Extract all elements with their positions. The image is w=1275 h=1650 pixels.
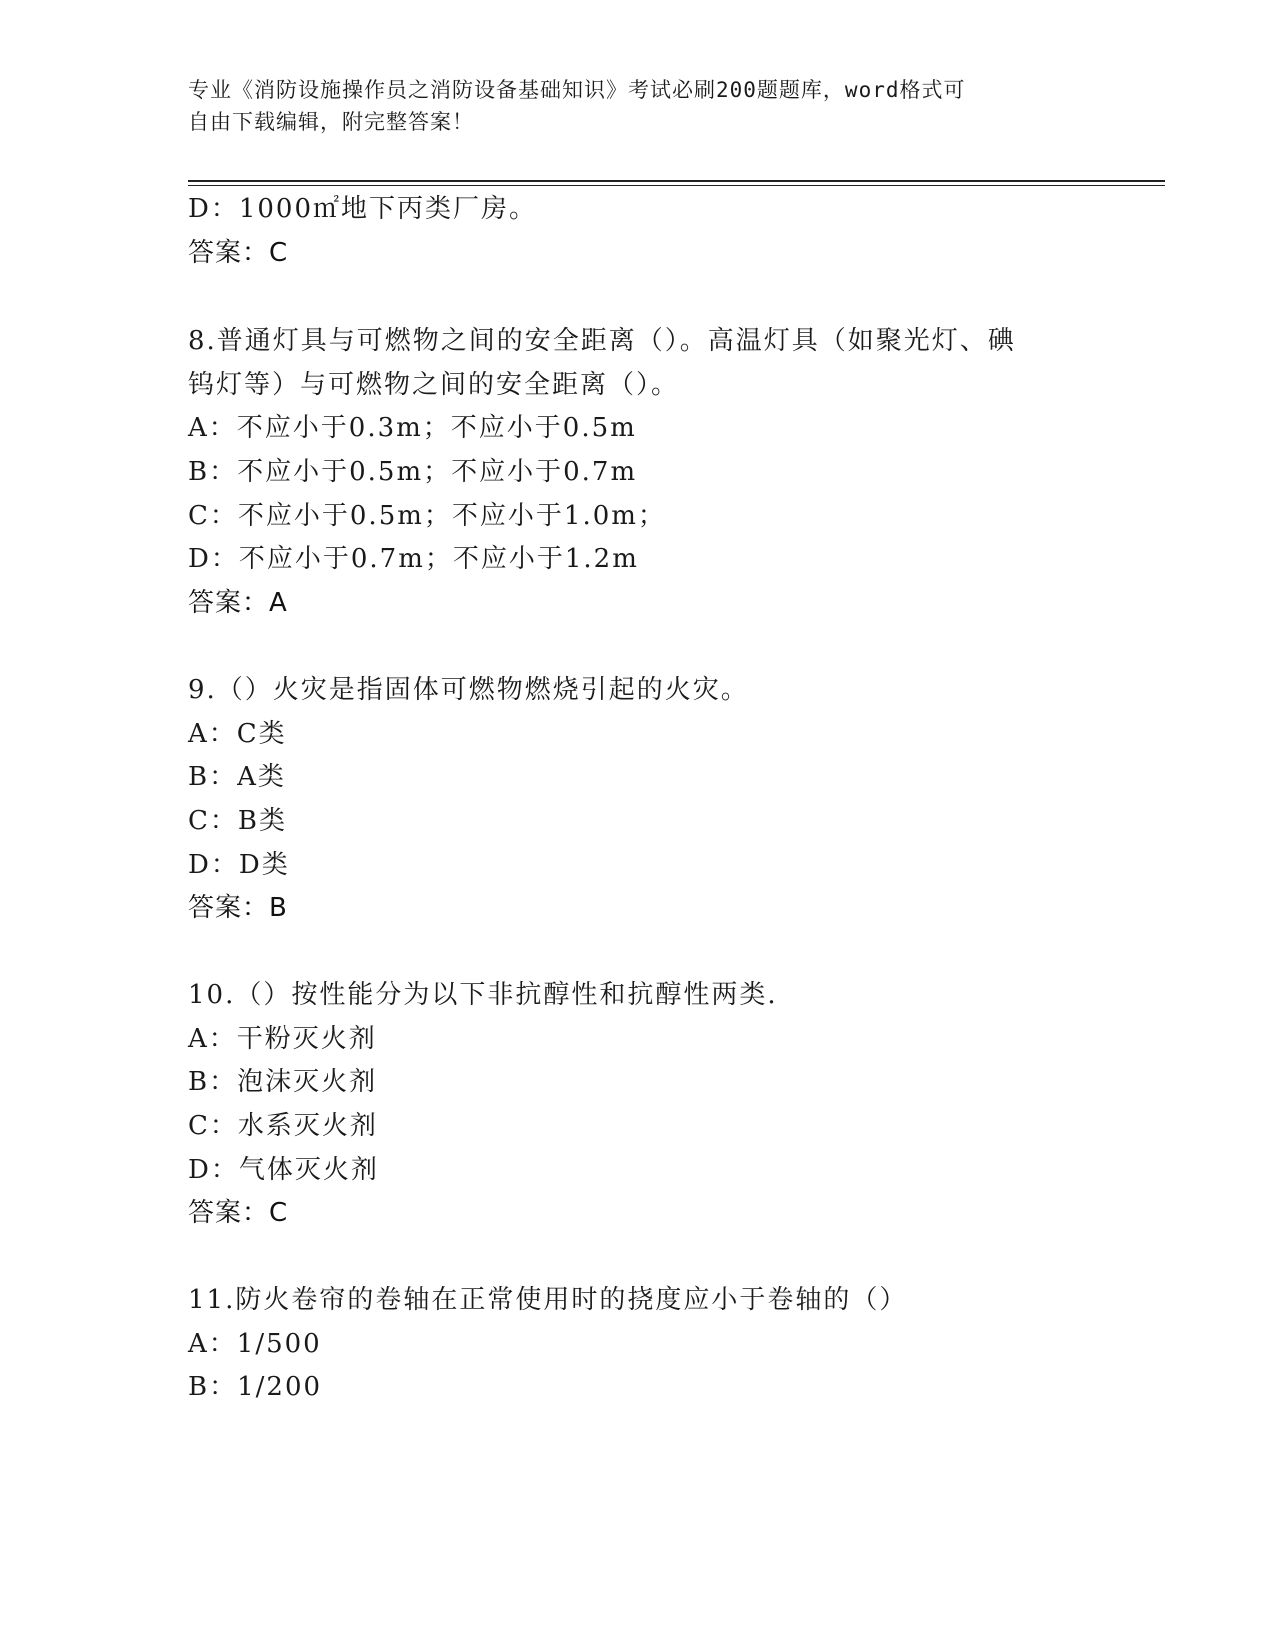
header-line-2: 自由下载编辑，附完整答案！	[188, 110, 474, 134]
q8-option-a: A：不应小于0.3m；不应小于0.5m	[188, 413, 637, 443]
q9-answer: 答案：B	[188, 893, 288, 923]
q9-option-c: C：B类	[188, 806, 288, 836]
prev-answer: 答案：C	[188, 238, 289, 268]
q8-option-c: C：不应小于0.5m；不应小于1.0m；	[188, 501, 666, 531]
q9-option-a: A：C类	[188, 719, 287, 749]
q9-option-b: B：A类	[188, 762, 286, 792]
q10-answer: 答案：C	[188, 1198, 289, 1228]
q10-option-a: A：干粉灭火剂	[188, 1024, 377, 1054]
q9-option-d: D：D类	[188, 850, 290, 880]
q8-answer: 答案：A	[188, 588, 288, 618]
header-line-1: 专业《消防设施操作员之消防设备基础知识》考试必刷200题题库，word格式可	[188, 78, 966, 102]
q11-stem-line-1: 11.防火卷帘的卷轴在正常使用时的挠度应小于卷轴的（）	[188, 1285, 908, 1315]
q9-stem-line-1: 9.（）火灾是指固体可燃物燃烧引起的火灾。	[188, 675, 749, 705]
header-divider-thick	[188, 180, 1165, 182]
q10-stem-line-1: 10.（）按性能分为以下非抗醇性和抗醇性两类.	[188, 980, 778, 1010]
q8-stem-line-2: 钨灯等）与可燃物之间的安全距离（）。	[188, 370, 680, 400]
header-divider-thin	[188, 185, 1165, 186]
q8-option-d: D：不应小于0.7m；不应小于1.2m	[188, 544, 639, 574]
q10-option-d: D：气体灭火剂	[188, 1155, 379, 1185]
document-header	[188, 74, 1068, 138]
q11-option-a: A：1/500	[188, 1329, 322, 1359]
q10-option-c: C：水系灭火剂	[188, 1111, 378, 1141]
prev-option-d: D：1000㎡地下丙类厂房。	[188, 194, 538, 224]
q11-option-b: B：1/200	[188, 1372, 323, 1402]
q8-stem-line-1: 8.普通灯具与可燃物之间的安全距离（）。高温灯具（如聚光灯、碘	[188, 326, 1016, 356]
q10-option-b: B：泡沫灭火剂	[188, 1067, 378, 1097]
q8-option-b: B：不应小于0.5m；不应小于0.7m	[188, 457, 638, 487]
